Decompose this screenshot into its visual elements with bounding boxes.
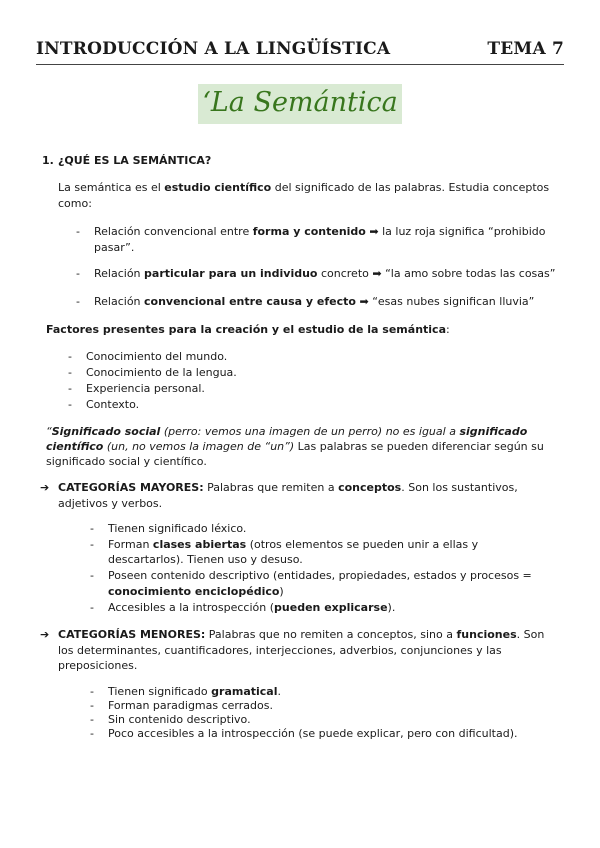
relation-item-1: Relación convencional entre forma y contenido ➡ la luz roja significa “prohibido xyxy=(94,225,546,238)
title-wrapper xyxy=(0,84,600,124)
list-bullet: - xyxy=(90,522,94,535)
list-bullet: - xyxy=(90,699,94,712)
list-bullet: - xyxy=(68,366,72,379)
menores-line-3: preposiciones. xyxy=(58,659,138,672)
tema-label: TEMA 7 xyxy=(487,39,564,59)
relation-item-3: Relación convencional entre causa y efecto ➡ “esas nubes significan lluvia” xyxy=(94,295,535,308)
list-bullet: - xyxy=(90,713,94,726)
relation-item-2: Relación particular para un individuo concreto ➡ “la amo sobre todas las cosas” xyxy=(94,267,556,280)
significado-line-2: científico (un, no vemos la imagen de “un”) Las palabras se pueden diferenciar según su xyxy=(46,440,544,453)
list-bullet: - xyxy=(90,538,94,551)
intro-line-2: como: xyxy=(58,197,92,210)
list-bullet: - xyxy=(76,295,80,308)
page-title: ‘La Semántica xyxy=(198,84,401,124)
list-bullet: - xyxy=(90,569,94,582)
list-bullet: - xyxy=(68,350,72,363)
arrow-icon: ➔ xyxy=(40,481,50,494)
list-bullet: - xyxy=(90,601,94,614)
mayores-item-3: Poseen contenido descriptivo (entidades, propiedades, estados y procesos = xyxy=(108,569,532,582)
list-bullet: - xyxy=(90,727,94,740)
relation-item-1-cont: pasar”. xyxy=(94,241,135,254)
mayores-item-1: Tienen significado léxico. xyxy=(108,522,247,535)
list-bullet: - xyxy=(76,225,80,238)
section-number: 1. xyxy=(42,154,54,167)
menores-line-2: los determinantes, cuantificadores, interjecciones, adverbios, conjunciones y las xyxy=(58,644,502,657)
mayores-item-2-cont: descartarlos). Tienen uso y desuso. xyxy=(108,553,303,566)
factores-heading: Factores presentes para la creación y el estudio de la semántica: xyxy=(46,323,450,336)
menores-item-4: Poco accesibles a la introspección (se puede explicar, pero con dificultad). xyxy=(108,727,518,740)
list-bullet: - xyxy=(68,398,72,411)
mayores-line-1: CATEGORÍAS MAYORES: Palabras que remiten a conceptos. Son los sustantivos, xyxy=(58,481,518,494)
page-header xyxy=(36,38,564,65)
menores-item-3: Sin contenido descriptivo. xyxy=(108,713,251,726)
arrow-icon: ➔ xyxy=(40,628,50,641)
significado-line-3: significado social y científico. xyxy=(46,455,207,468)
menores-item-2: Forman paradigmas cerrados. xyxy=(108,699,273,712)
intro-line-1: La semántica es el estudio científico del significado de las palabras. Estudia conceptos xyxy=(58,181,550,194)
list-bullet: - xyxy=(76,267,80,280)
factor-item: Conocimiento del mundo. xyxy=(86,350,228,363)
menores-line-1: CATEGORÍAS MENORES: Palabras que no remiten a conceptos, sino a funciones. Son xyxy=(58,628,545,641)
section-heading: ¿QUÉ ES LA SEMÁNTICA? xyxy=(58,154,212,167)
mayores-line-2: adjetivos y verbos. xyxy=(58,497,163,510)
subject-title: INTRODUCCIÓN A LA LINGÜÍSTICA xyxy=(36,39,391,59)
significado-line-1: “Significado social (perro: vemos una imagen de un perro) no es igual a significado xyxy=(46,425,528,438)
factor-item: Contexto. xyxy=(86,398,140,411)
list-bullet: - xyxy=(90,685,94,698)
mayores-item-4: Accesibles a la introspección (pueden explicarse). xyxy=(108,601,396,614)
factor-item: Experiencia personal. xyxy=(86,382,205,395)
mayores-item-2: Forman clases abiertas (otros elementos se pueden unir a ellas y xyxy=(108,538,479,551)
list-bullet: - xyxy=(68,382,72,395)
menores-item-1: Tienen significado gramatical. xyxy=(108,685,281,698)
mayores-item-3-cont: conocimiento enciclopédico) xyxy=(108,585,284,598)
factor-item: Conocimiento de la lengua. xyxy=(86,366,237,379)
